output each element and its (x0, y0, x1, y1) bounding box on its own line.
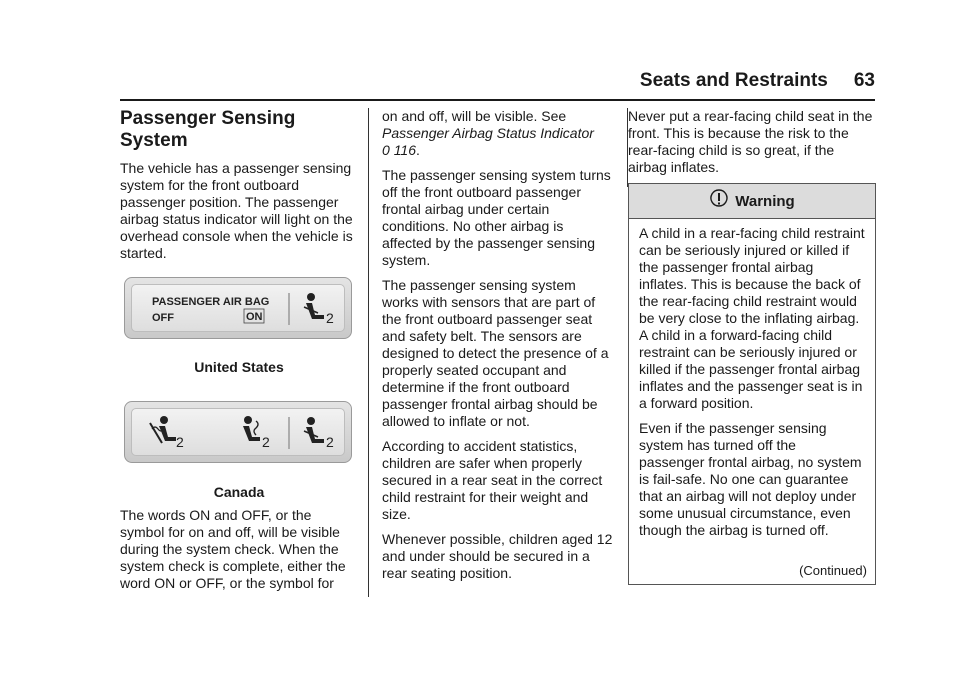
column-3 (628, 108, 876, 184)
warning-title: Warning (735, 192, 795, 210)
page-header (0, 70, 875, 92)
seated-passenger-icon (304, 417, 324, 443)
warning-paragraph-2: Even if the passenger sensing system has turned off the passenger frontal airbag, no system is fail-safe. No one can guarantee that an airbag will not deploy under some unusual circumstance, even though the airbag is turned off. (639, 420, 862, 538)
seated-passenger-icon (304, 293, 324, 319)
warning-box (628, 183, 876, 585)
section-title: Seats and Restraints (639, 70, 828, 91)
panel-subscript: 2 (326, 310, 334, 326)
column-2 (382, 108, 614, 590)
panel-label-on: ON (246, 311, 263, 323)
paragraph-turns-off: The passenger sensing system turns off the front outboard passenger frontal airbag under certain conditions. No other airbag is affected by the passenger sensing system. (382, 167, 611, 268)
airbag-off-icon (150, 416, 176, 443)
header-rule (120, 99, 875, 101)
reference-paragraph: on and off, will be visible. See Passenger Airbag Status Indicator 0 116. (382, 108, 594, 158)
intro-paragraph: The vehicle has a passenger sensing system for the front outboard passenger position. The passenger airbag status indicator will light on the overhead console when the vehicle is started. (120, 160, 353, 261)
canada-indicator-panel (124, 401, 352, 463)
paragraph-rear-seating: Whenever possible, children aged 12 and under should be secured in a rear seating position. (382, 531, 613, 581)
warning-body (629, 219, 875, 539)
airbag-on-icon (243, 416, 260, 441)
panel-label-off: OFF (152, 312, 174, 324)
continued-label: (Continued) (799, 563, 867, 578)
warning-icon (709, 188, 729, 214)
warning-paragraph-1: A child in a rear-facing child restraint can be seriously injured or killed if the passenger frontal airbag inflates. This is because the back of the rear-facing child restraint would be very close to the inflating airbag. A child in a forward-facing child restraint can be seriously injured or killed if the passenger frontal airbag inflates and the passenger seat is in a forward position. (639, 225, 865, 411)
panel-label-passenger-airbag: PASSENGER AIR BAG (152, 296, 270, 308)
page-ref-icon: 0 (382, 142, 390, 158)
page-reference[interactable]: 116 (393, 142, 417, 158)
column-1-continued (120, 507, 358, 600)
column-1 (120, 108, 358, 270)
subscript-1: 2 (176, 434, 184, 450)
warning-header (629, 184, 875, 219)
caption-canada: Canada (213, 484, 265, 500)
caption-united-states: United States (194, 359, 284, 375)
section-heading: Passenger Sensing System (120, 108, 296, 151)
page-number: 63 (853, 70, 875, 91)
subscript-2: 2 (262, 434, 270, 450)
paragraph-sensors: The passenger sensing system works with sensors that are part of the front outboard passenger seat and safety belt. The sensors are designed to detect the presence of a properly seated occupant and determine if the front outboard passenger frontal airbag should be allowed to inflate or not. (382, 277, 609, 429)
subscript-3: 2 (326, 434, 334, 450)
column-divider (368, 108, 369, 597)
us-indicator-panel (124, 277, 352, 339)
rear-facing-paragraph: Never put a rear-facing child seat in the front. This is because the risk to the rear-facing child is so great, if the airbag inflates. (628, 108, 873, 175)
paragraph-statistics: According to accident statistics, children are safer when properly secured in a rear seat in the correct child restraint for their weight and size. (382, 438, 603, 522)
cross-reference-link[interactable]: Passenger Airbag Status Indicator (382, 125, 594, 141)
system-check-paragraph: The words ON and OFF, or the symbol for on and off, will be visible during the system check. When the system check is complete, either the word ON or OFF, or the symbol for (120, 507, 346, 591)
